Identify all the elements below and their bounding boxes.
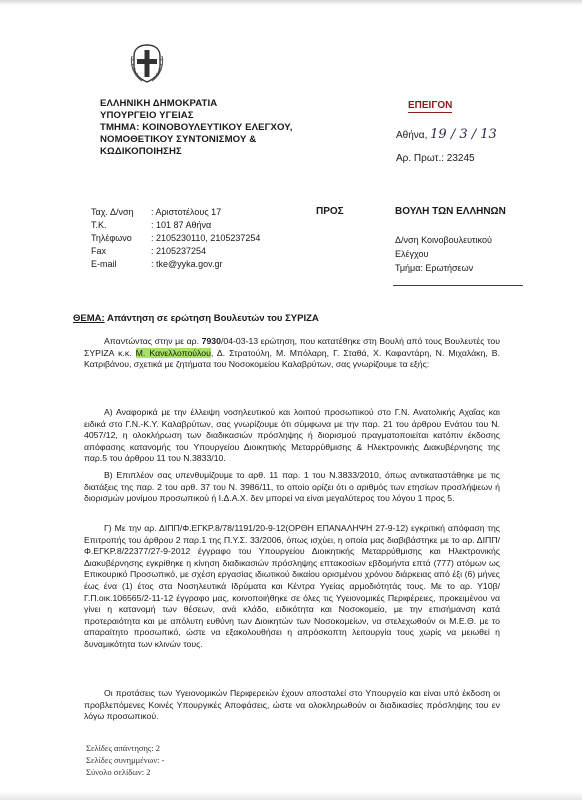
to-label: ΠΡΟΣ xyxy=(316,206,344,217)
date-line xyxy=(396,127,497,142)
date-prefix: Αθήνα, xyxy=(396,130,428,141)
contact-value: : 2105237254 xyxy=(151,246,207,256)
contact-value: : 2105230110, 2105237254 xyxy=(151,233,261,243)
footer-total-pages: Σύνολο σελίδων: 2 xyxy=(86,767,151,777)
header-country: ΕΛΛΗΝΙΚΗ ΔΗΜΟΚΡΑΤΙΑ xyxy=(100,98,218,109)
handwritten-date: 19 / 3 / 13 xyxy=(430,127,497,142)
protocol-label: Αρ. Πρωτ.: xyxy=(396,153,444,164)
highlighted-name: Μ. Κανελλοπούλου xyxy=(135,347,211,358)
contact-value: : tke@yyka.gov.gr xyxy=(151,259,223,269)
paragraph-c xyxy=(84,523,500,651)
contact-value: : 101 87 Αθήνα xyxy=(151,220,212,230)
paragraph-c-text: Γ) Με την αρ. ΔΙΠΠ/Φ.ΕΓΚΡ.8/78/1191/20-9-12(ΟΡΘΗ ΕΠΑΝΑΛΗΨΗ 27-9-12) εγκριτική απόφαση της Επιτροπής του άρθρου 2 παρ.1 της Π.Υ.Σ. 33/2006, όπως ισχύει, η οποία μας διαβιβάστηκε με το αρ. ΔΙΠΠ/Φ.ΕΓΚΡ.8/22377/27-9-2012 έγγραφο του Υπουργείου Διοικητικής Μεταρρύθμισης και Ηλεκτρονικής Διακυβέρνησης εγκρίθηκε η κίνηση διαδικασιών πρόσληψης επτακοσίων εβδομήντα επτά (777) ατόμων ως Επικουρικό Προσωπικό, με σχέση εργασίας ιδιωτικού δικαίου ορισμένου χρόνου διάρκειας από έξι (6) μήνες έως ένα (1) έτος στα Νοσηλευτικά Ιδρύματα και Κέντρα Υγείας αρμοδιότητάς τους. Με το αρ. Υ10β/Γ.Π.οικ.106565/2-11-12 έγγραφο μας, κοινοποιήθηκε σε όλες τις Υγειονομικές Περιφέρειες, προκειμένου να γίνει η κατανομή των θέσεων, ανά κλάδο, ειδικότητα και Νοσοκομείο, με την επισήμανση κατά προτεραιότητα και με απόλυτη ευθύνη των Διοικητών των Νοσοκομείων, να στελεχωθούν οι Μ.Ε.Θ. με το απαραίτητο προσωπικό, ώστε να εξακολουθήσει η απρόσκοπτη λειτουργία τους χωρίς να μειωθεί η δυναμικότητα των κλινών τους. xyxy=(84,523,500,649)
protocol-number: 23245 xyxy=(446,153,475,164)
header-dept-line3: ΚΩΔΙΚΟΠΟΙΗΣΗΣ xyxy=(100,146,182,157)
recipient-divider xyxy=(393,285,523,286)
contact-label: E-mail xyxy=(91,259,117,269)
contact-email xyxy=(91,259,223,269)
intro-text-c: , Δ. Στρατούλη, Μ. Μπόλαρη, Γ. Σταθά, Χ. Καφαντάρη, Ν. Μιχαλάκη, Β. Κατριβάνου, σχετικά με ζητήματα του Νοσοκομείου Καλαβρύτων, σας γνωρίζουμε τα εξής: xyxy=(84,347,501,370)
paragraph-d-text: Οι προτάσεις των Υγειονομικών Περιφερειών έχουν αποσταλεί στο Υπουργείο και είναι υπό έκδοση οι προβλεπόμενες Κοινές Υπουργικές Αποφάσεις, ώστε να ολοκληρωθούν οι διαδικασίες πρόσληψης του εν λόγω προσωπικού. xyxy=(84,688,500,722)
contact-postcode xyxy=(91,220,212,230)
footer-attachment-pages: Σελίδες συνημμένων: - xyxy=(86,755,165,765)
intro-paragraph xyxy=(84,336,500,371)
question-number: 7930 xyxy=(201,336,221,346)
recipient-line3: Τμήμα: Ερωτήσεων xyxy=(395,263,474,273)
urgent-stamp: ΕΠΕΙΓΟΝ xyxy=(408,100,453,111)
intro-text-a: Απαντώντας στην με αρ. xyxy=(104,336,202,346)
contact-label: Ταχ. Δ/νση xyxy=(91,207,134,217)
recipient-line2: Ελέγχου xyxy=(395,249,429,259)
paragraph-a-text: Α) Αναφορικά με την έλλειψη νοσηλευτικού και λοιπού προσωπικού στο Γ.Ν. Ανατολικής Αχαΐας και ειδικά στο Γ.Ν.-Κ.Υ. Καλαβρύτων, σας γνωρίζουμε ότι σύμφωνα με την παρ. 21 του άρθρου Ενάτου του Ν. 4057/12, η ολοκλήρωση των διαδικασιών πρόσληψης ή διορισμού πραγματοποιείται κατόπιν έκδοσης απόφασης κατανομής του Υπουργείου Διοικητικής Μεταρρύθμισης & Ηλεκτρονικής Διακυβέρνησης της παρ.5 του άρθρου 11 του Ν.3833/10. xyxy=(84,407,500,464)
contact-phone xyxy=(91,233,261,243)
subject-text: Απάντηση σε ερώτηση Βουλευτών του ΣΥΡΙΖΑ xyxy=(104,313,319,324)
header-dept-line2: ΝΟΜΟΘΕΤΙΚΟΥ ΣΥΝΤΟΝΙΣΜΟΥ & xyxy=(100,134,257,145)
contact-fax xyxy=(91,246,207,256)
contact-value: : Αριστοτέλους 17 xyxy=(151,207,222,217)
subject-label: ΘΕΜΑ: xyxy=(73,313,105,324)
contact-address xyxy=(91,207,222,217)
header-ministry: ΥΠΟΥΡΓΕΙΟ ΥΓΕΙΑΣ xyxy=(100,110,194,121)
paragraph-a xyxy=(84,407,500,465)
intro-text-b: /04-03-13 ερώτηση, που κατατέθηκε στη Βουλή από τους Βουλευτές του ΣΥΡΙΖΑ κ.κ. xyxy=(84,336,500,358)
contact-label: Τηλέφωνο xyxy=(91,233,132,243)
contact-label: Τ.Κ. xyxy=(91,220,107,230)
protocol-line xyxy=(396,153,475,164)
recipient-name: ΒΟΥΛΗ ΤΩΝ ΕΛΛΗΝΩΝ xyxy=(395,206,506,217)
paragraph-d xyxy=(84,688,500,723)
paragraph-b xyxy=(84,470,500,505)
footer-reply-pages: Σελίδες απάντησης: 2 xyxy=(86,743,161,753)
paragraph-b-text: Β) Επιπλέον σας υπενθυμίζουμε το αρθ. 11 παρ. 1 του Ν.3833/2010, όπως αντικαταστάθηκε με τις διατάξεις της παρ. 2 του αρθ. 37 του Ν. 3986/11, το οποίο ορίζει ότι ο αριθμός των ετησίων προσλήψεων ή διορισμών μονίμου προσωπικού ή Ι.Δ.Α.Χ. δεν μπορεί να είναι μεγαλύτερος του λόγου 1 προς 5. xyxy=(84,470,500,504)
header-dept-line1: ΤΜΗΜΑ: ΚΟΙΝΟΒΟΥΛΕΥΤΙΚΟΥ ΕΛΕΓΧΟΥ, xyxy=(100,122,293,133)
contact-label: Fax xyxy=(91,246,107,256)
recipient-line1: Δ/νση Κοινοβουλευτικού xyxy=(395,235,492,245)
subject-line xyxy=(73,313,319,324)
greek-emblem-icon xyxy=(130,42,164,84)
scan-edge-bottom xyxy=(0,792,582,800)
scan-edge-top xyxy=(0,0,582,5)
